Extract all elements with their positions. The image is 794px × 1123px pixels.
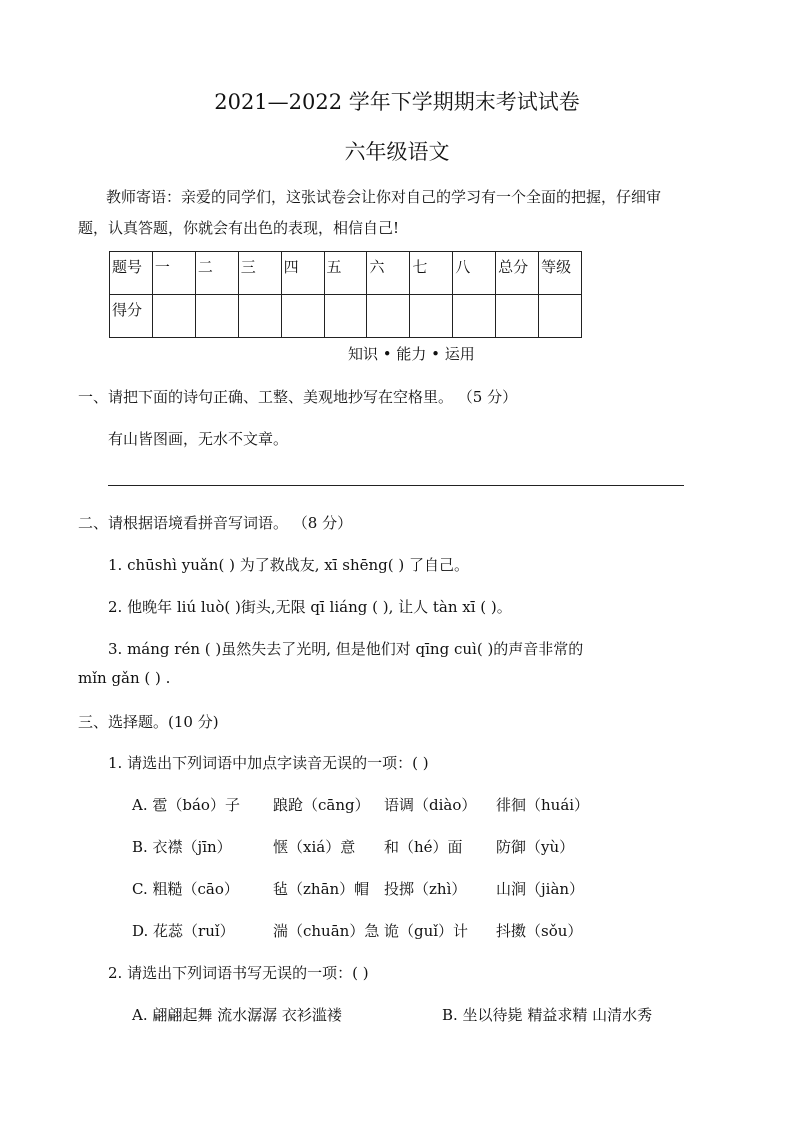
table-cell: 四 [281, 252, 324, 295]
option-word: 语调（diào） [384, 796, 477, 814]
question-3-heading: 三、选择题。(10 分) [78, 713, 219, 731]
option-word: 踉跄（cāng） [273, 796, 370, 814]
score-input-cell[interactable] [367, 295, 410, 338]
option-word: 惬（xiá）意 [273, 838, 356, 856]
option-word: A. 雹（báo）子 [132, 796, 240, 814]
question-1-poem: 有山皆图画，无水不文章。 [108, 430, 289, 448]
question-2-item-3-continued: mǐn gǎn ( ) . [78, 669, 171, 687]
option-word: 和（hé）面 [384, 838, 463, 856]
question-2-item-3: 3. máng rén ( )虽然失去了光明, 但是他们对 qīng cuì( )的声音非常的 [108, 640, 584, 658]
intro-line-2: 题，认真答题，你就会有出色的表现，相信自己! [78, 219, 400, 237]
option-b[interactable] [132, 836, 574, 857]
intro-line-1: 教师寄语：亲爱的同学们，这张试卷会让你对自己的学习有一个全面的把握，仔细审 [106, 188, 662, 206]
option-word: 山涧（jiàn） [496, 880, 585, 898]
option-c[interactable] [132, 878, 584, 899]
table-cell: 二 [195, 252, 238, 295]
exam-subtitle: 六年级语文 [344, 140, 450, 164]
score-input-cell[interactable] [496, 295, 539, 338]
table-cell: 总分 [496, 252, 539, 295]
table-cell: 六 [367, 252, 410, 295]
score-table-score-row [110, 295, 582, 338]
option-word: 湍（chuān）急 [273, 922, 380, 940]
option-b[interactable]: B. 坐以待毙 精益求精 山清水秀 [442, 1006, 653, 1024]
score-table-header-row [110, 252, 582, 295]
exam-title: 2021—2022 学年下学期期末考试试卷 [214, 90, 580, 114]
option-word: D. 花蕊（ruǐ） [132, 922, 235, 940]
question-3-2-prompt: 2. 请选出下列词语书写无误的一项：( ) [108, 964, 369, 982]
table-cell: 七 [410, 252, 453, 295]
score-input-cell[interactable] [539, 295, 582, 338]
table-cell: 得分 [110, 295, 153, 338]
option-word: C. 粗糙（cāo） [132, 880, 239, 898]
score-table [109, 251, 582, 338]
option-word: 投掷（zhì） [384, 880, 467, 898]
table-cell: 题号 [110, 252, 153, 295]
score-input-cell[interactable] [152, 295, 195, 338]
table-cell: 五 [324, 252, 367, 295]
table-cell: 等级 [539, 252, 582, 295]
answer-writing-line[interactable] [108, 485, 684, 486]
option-word: 防御（yù） [496, 838, 575, 856]
question-2-item-1: 1. chūshì yuǎn( ) 为了救战友, xī shēng( ) 了自己。 [108, 556, 470, 574]
option-d[interactable] [132, 920, 582, 941]
score-input-cell[interactable] [195, 295, 238, 338]
score-input-cell[interactable] [238, 295, 281, 338]
section-label: 知识 • 能力 • 运用 [348, 345, 475, 363]
question-2-item-2: 2. 他晚年 liú luò( )街头,无限 qī liáng ( ), 让人 tàn xī ( )。 [108, 598, 512, 616]
question-1-heading: 一、请把下面的诗句正确、工整、美观地抄写在空格里。 （5 分） [78, 388, 518, 406]
option-a[interactable] [132, 794, 589, 815]
table-cell: 三 [238, 252, 281, 295]
score-input-cell[interactable] [281, 295, 324, 338]
option-a[interactable]: A. 翩翩起舞 流水潺潺 衣衫滥褛 [132, 1006, 342, 1024]
option-word: B. 衣襟（jīn） [132, 838, 232, 856]
question-2-heading: 二、请根据语境看拼音写词语。 （8 分） [78, 514, 353, 532]
score-input-cell[interactable] [410, 295, 453, 338]
option-word: 诡（guǐ）计 [384, 922, 469, 940]
question-3-1-prompt: 1. 请选出下列词语中加点字读音无误的一项：( ) [108, 754, 429, 772]
table-cell: 八 [453, 252, 496, 295]
score-input-cell[interactable] [324, 295, 367, 338]
option-word: 抖擞（sǒu） [496, 922, 583, 940]
option-word: 毡（zhān）帽 [273, 880, 370, 898]
table-cell: 一 [152, 252, 195, 295]
score-input-cell[interactable] [453, 295, 496, 338]
option-word: 徘徊（huái） [496, 796, 590, 814]
